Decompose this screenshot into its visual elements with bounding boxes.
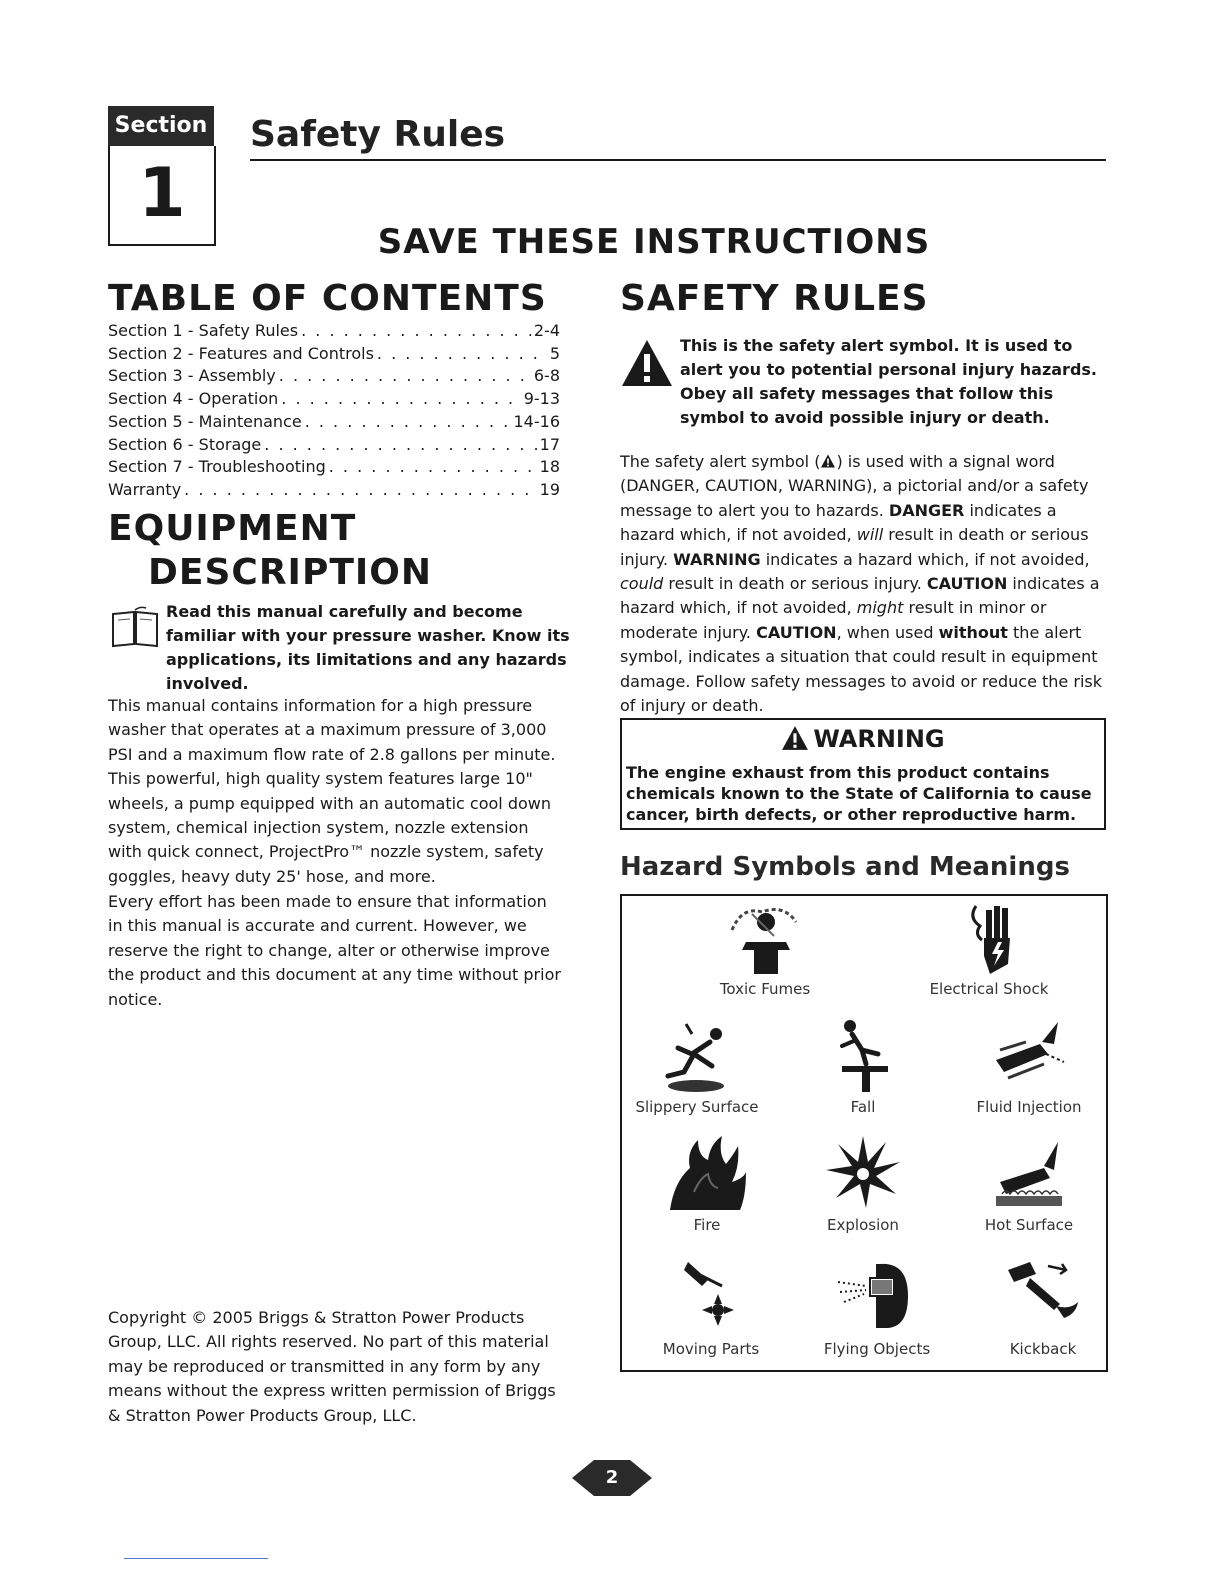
hazard-symbols-box	[620, 894, 1108, 1372]
warning-title: WARNING	[622, 720, 1104, 758]
equipment-heading: EQUIPMENT	[108, 508, 357, 549]
electrical-shock-icon	[946, 900, 1032, 976]
description-heading: DESCRIPTION	[148, 552, 433, 593]
hazard-item	[622, 1014, 772, 1116]
accuracy-paragraph: Every effort has been made to ensure that information in this manual is accurate and current. However, we reserve the right to change, alter or otherwise improve the product and this document at any time without prior notice.	[108, 892, 561, 1009]
moving-parts-icon	[668, 1256, 754, 1336]
toc-page: 19	[539, 479, 560, 499]
toc-row	[108, 456, 560, 479]
toc-label: Section 6 - Storage	[108, 434, 262, 454]
toc-row	[108, 411, 560, 434]
flying-objects-icon	[834, 1256, 920, 1336]
page-number-badge	[572, 1458, 652, 1498]
fall-icon	[820, 1014, 906, 1094]
section-number: 1	[108, 146, 216, 246]
signal-word-paragraph: The safety alert symbol ( ) is used with a signal word (DANGER, CAUTION, WARNING), a pictorial and/or a safety message to alert you to hazards. DANGER indicates a hazard which, if not avoided, will result in death or serious injury. WARNING indicates a hazard which, if not avoided, could result in death or serious injury. CAUTION indicates a hazard which, if not avoided, might result in minor or moderate injury. CAUTION, when used without the alert symbol, indicates a situation that could result in equipment damage. Follow safety messages to avoid or reduce the risk of injury or death.	[620, 452, 1102, 716]
toc-page: 6-8	[533, 366, 560, 386]
toc-row	[108, 388, 560, 411]
hazard-item	[632, 1132, 782, 1234]
toc-row	[108, 343, 560, 366]
hazard-label: Electrical Shock	[929, 980, 1049, 998]
copyright-notice: Copyright © 2005 Briggs & Stratton Power Products Group, LLC. All rights reserved. No part of this material may be reproduced or transmitted in any form by any means without the express written permission of Briggs & Stratton Power Products Group, LLC.	[108, 1308, 556, 1425]
toc-page: 17	[539, 434, 560, 454]
read-manual-alert: Read this manual carefully and become familiar with your pressure washer. Know its applications, its limitations and any hazards involved.	[166, 602, 570, 693]
toc-leader	[184, 479, 536, 502]
hazard-label: Slippery Surface	[635, 1098, 759, 1116]
toc-row	[108, 365, 560, 388]
hazard-label: Moving Parts	[662, 1340, 760, 1358]
hazard-item	[788, 1132, 938, 1234]
toc-label: Section 1 - Safety Rules	[108, 321, 299, 340]
toc-page: 9-13	[523, 389, 560, 409]
safety-alert-icon	[620, 338, 674, 388]
toc-leader	[329, 456, 537, 479]
explosion-icon	[820, 1132, 906, 1212]
toc-label: Warranty	[108, 479, 182, 499]
hazard-label: Flying Objects	[823, 1340, 931, 1358]
slippery-surface-icon	[654, 1014, 740, 1094]
toc-label: Section 7 - Troubleshooting	[108, 457, 326, 477]
table-of-contents	[108, 320, 560, 502]
toc-label: Section 2 - Features and Controls	[108, 343, 374, 363]
hazard-item	[968, 1256, 1118, 1358]
toc-leader	[377, 343, 547, 366]
toc-label: Section 3 - Assembly	[108, 366, 276, 386]
hazard-label: Fall	[850, 1098, 876, 1116]
toc-leader	[281, 388, 520, 411]
toc-leader	[264, 434, 536, 457]
manual-book-icon	[110, 606, 160, 648]
hazard-item	[636, 1256, 786, 1358]
save-instructions-heading: SAVE THESE INSTRUCTIONS	[377, 222, 931, 262]
equipment-paragraph: This manual contains information for a high pressure washer that operates at a maximum pressure of 3,000 PSI and a maximum flow rate of 2.8 gallons per minute. This powerful, high quality system features large 10" wheels, a pump equipped with an automatic cool down system, chemical injection system, nozzle extension with quick connect, ProjectPro™ nozzle system, safety goggles, heavy duty 25' hose, and more.	[108, 696, 556, 886]
inline-alert-icon	[820, 454, 836, 468]
section-label: Section	[108, 106, 214, 146]
toc-label: Section 4 - Operation	[108, 389, 279, 409]
toxic-fumes-icon	[722, 900, 808, 976]
hazard-label: Kickback	[1009, 1340, 1077, 1358]
hazard-item	[954, 1132, 1104, 1234]
toc-leader	[279, 365, 531, 388]
hazard-item	[690, 900, 840, 998]
fluid-injection-icon	[986, 1014, 1072, 1094]
footer-line	[124, 1558, 268, 1559]
toc-row	[108, 479, 560, 502]
hazard-item	[788, 1014, 938, 1116]
hazard-item	[802, 1256, 952, 1358]
fire-icon	[664, 1132, 750, 1212]
toc-page: 18	[539, 457, 560, 477]
hazard-item	[954, 1014, 1104, 1116]
warning-text: The engine exhaust from this product contains chemicals known to the State of California to cause cancer, birth defects, or other reproductive harm.	[626, 763, 1092, 824]
warning-alert-icon	[781, 725, 809, 751]
hazard-label: Hot Surface	[984, 1216, 1074, 1234]
section-badge	[108, 106, 218, 248]
toc-label: Section 5 - Maintenance	[108, 411, 302, 431]
kickback-icon	[1000, 1256, 1086, 1336]
toc-page: 5	[549, 343, 560, 363]
hazard-item	[914, 900, 1064, 998]
safety-alert-text: This is the safety alert symbol. It is used to alert you to potential personal injury hazards. Obey all safety messages that follow this symbol to avoid possible injury or death.	[680, 336, 1097, 427]
toc-page: 2-4	[533, 321, 560, 340]
toc-leader	[305, 411, 511, 434]
prop65-warning-box	[620, 718, 1106, 830]
hazard-label: Fire	[693, 1216, 721, 1234]
hot-surface-icon	[986, 1132, 1072, 1212]
toc-row	[108, 320, 560, 343]
toc-page: 14-16	[513, 411, 560, 431]
page-title: Safety Rules	[250, 114, 506, 155]
toc-row	[108, 434, 560, 457]
toc-heading: TABLE OF CONTENTS	[108, 278, 547, 319]
safety-rules-heading: SAFETY RULES	[620, 278, 929, 319]
title-divider	[250, 159, 1106, 161]
hazard-label: Fluid Injection	[976, 1098, 1082, 1116]
hazard-symbols-heading: Hazard Symbols and Meanings	[620, 852, 1070, 882]
page-number: 2	[605, 1467, 619, 1488]
toc-leader	[301, 320, 531, 343]
hazard-label: Explosion	[827, 1216, 899, 1234]
hazard-label: Toxic Fumes	[719, 980, 811, 998]
